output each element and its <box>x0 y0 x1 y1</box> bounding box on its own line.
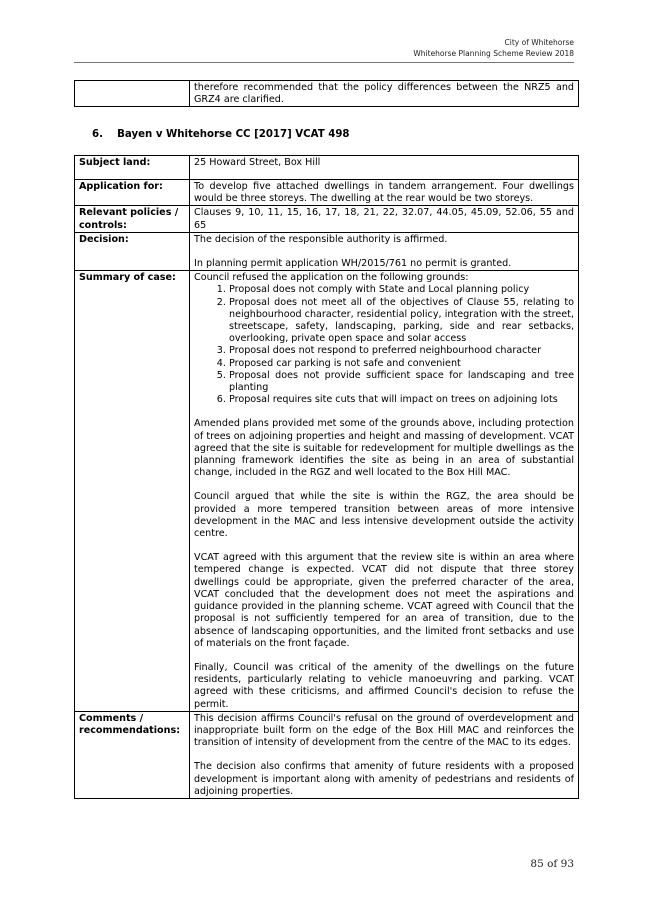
header-doc-title: Whitehorse Planning Scheme Review 2018 <box>413 49 574 58</box>
comments-label: Comments / recommendations: <box>75 711 190 798</box>
section-number: 6. <box>92 129 103 140</box>
decision-value <box>190 232 579 270</box>
comments-para-1: This decision affirms Council's refusal on the ground of overdevelopment and inappropriate built form on the edge of the Box Hill MAC and reinforces the transition of intensity of development from the centre of the MAC to its edges. <box>194 712 574 749</box>
application-value: To develop five attached dwellings in tandem arrangement. Four dwellings would be three storeys. The dwelling at the rear would be two storeys. <box>190 180 579 206</box>
list-item: 5. Proposal does not provide sufficient space for landscaping and tree planting <box>229 370 574 394</box>
comments-value <box>190 711 579 798</box>
summary-para-2: Council argued that while the site is within the RGZ, the area should be provided a more tempered transition between areas of more intensive development in the MAC and less intensive development outside the activity centre. <box>194 491 574 540</box>
table-row <box>75 711 579 798</box>
comments-para-2: The decision also confirms that amenity of future residents with a proposed development is important along with amenity of pedestrians and residents of adjoining properties. <box>194 761 574 797</box>
policies-label: Relevant policies / controls: <box>75 206 190 232</box>
list-item: 1. Proposal does not comply with State and Local planning policy <box>229 284 574 296</box>
summary-para-3: VCAT agreed with this argument that the review site is within an area where tempered change is expected. VCAT did not dispute that three storey dwellings could be appropriate, given the preferred character of the area, VCAT concluded that the development does not meet the aspirations and guidance provided in the planning scheme. VCAT agreed with Council that the proposal is not sufficiently tempered for an area of transition, due to the absence of landscaping opportunities, and the limited front setbacks and use of materials on the front façade. <box>194 552 574 649</box>
header-org: City of Whitehorse <box>504 38 574 47</box>
page-number: 85 of 93 <box>530 858 574 870</box>
subject-land-label: Subject land: <box>75 156 190 180</box>
decision-para-1: The decision of the responsible authority is affirmed. <box>194 233 448 245</box>
case-table <box>74 155 579 799</box>
summary-value <box>190 271 579 712</box>
table-row <box>75 271 579 712</box>
table-row <box>75 180 579 206</box>
header-divider <box>74 62 574 63</box>
list-item: 2. Proposal does not meet all of the objectives of Clause 55, relating to neighbourhood character, residential policy, integration with the street, streetscape, safety, landscaping, parking, side and rear setbacks, overlooking, private open space and solar access <box>229 297 574 346</box>
table-row <box>75 156 579 180</box>
section-title: Bayen v Whitehorse CC [2017] VCAT 498 <box>117 129 350 140</box>
decision-para-2: In planning permit application WH/2015/761 no permit is granted. <box>194 258 512 270</box>
carryover-text: therefore recommended that the policy differences between the NRZ5 and GRZ4 are clarified. <box>190 81 579 107</box>
list-item: 3. Proposal does not respond to preferred neighbourhood character <box>229 345 574 357</box>
table-row <box>75 206 579 232</box>
application-label: Application for: <box>75 180 190 206</box>
summary-para-4: Finally, Council was critical of the amenity of the dwellings on the future residents, particularly relating to vehicle manoeuvring and parking. VCAT agreed with these criticisms, and affirmed Council's decision to refuse the permit. <box>194 661 574 710</box>
decision-label: Decision: <box>75 232 190 270</box>
subject-land-value: 25 Howard Street, Box Hill <box>190 156 579 180</box>
summary-para-1: Amended plans provided met some of the grounds above, including protection of trees on adjoining properties and height and massing of development. VCAT agreed that the site is suitable for redevelopment for multiple dwellings as the planning framework identifies the site as being in an area of substantial change, included in the RGZ and well located to the Box Hill MAC. <box>194 418 574 479</box>
table-row <box>75 81 579 107</box>
list-item: 4. Proposed car parking is not safe and convenient <box>229 358 574 370</box>
section-heading <box>92 129 350 140</box>
summary-label: Summary of case: <box>75 271 190 712</box>
policies-value: Clauses 9, 10, 11, 15, 16, 17, 18, 21, 22, 32.07, 44.05, 45.09, 52.06, 55 and 65 <box>190 206 579 232</box>
carryover-table <box>74 80 579 107</box>
summary-intro: Council refused the application on the following grounds: <box>194 272 469 284</box>
list-item: 6. Proposal requires site cuts that will impact on trees on adjoining lots <box>229 394 574 406</box>
carryover-label-cell <box>75 81 190 107</box>
grounds-list <box>194 284 574 406</box>
table-row <box>75 232 579 270</box>
